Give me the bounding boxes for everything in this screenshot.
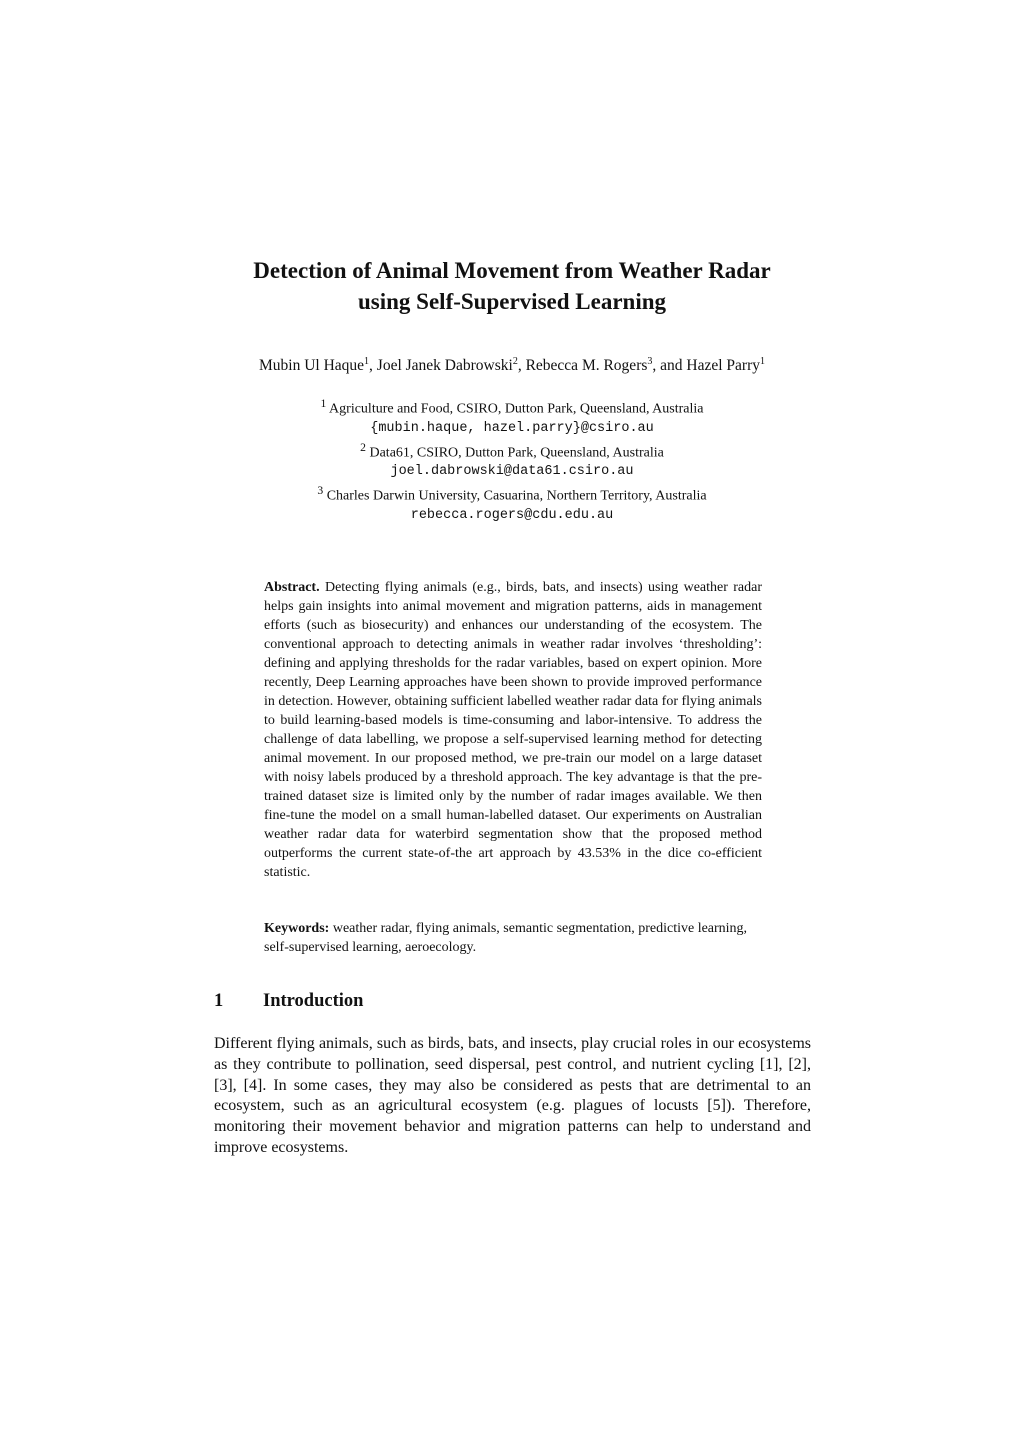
author-separator: , and — [652, 357, 687, 374]
abstract-label: Abstract. — [264, 580, 320, 595]
affiliation — [0, 438, 1024, 463]
title-line-2: using Self-Supervised Learning — [358, 289, 666, 314]
affiliation — [0, 481, 1024, 506]
author-affiliation-mark: 1 — [364, 355, 370, 367]
section-heading — [214, 989, 814, 1013]
title-line-1: Detection of Animal Movement from Weather Radar — [253, 258, 771, 283]
affiliation-email[interactable]: joel.dabrowski@data61.csiro.au — [390, 464, 634, 480]
intro-paragraph: Different flying animals, such as birds, bats, and insects, play crucial roles in our ecosystems as they contribute to pollination, seed dispersal, pest control, and nutrient cycling [1], [2], [3], [4]. In some cases, they may also be considered as pests that are detrimental to an ecosystem, such as an agricultural ecosystem (e.g. plagues of locusts [5]). Therefore, monitoring their movement behavior and migration patterns can help to understand and improve ecosystems. — [214, 1035, 811, 1156]
author-name: Mubin Ul Haque — [259, 357, 365, 374]
affiliation-mark: 3 — [317, 484, 324, 498]
author-affiliation-mark: 2 — [512, 355, 518, 367]
author-separator: , — [517, 357, 526, 374]
author-name: Joel Janek Dabrowski — [376, 357, 513, 374]
author-list — [0, 356, 1024, 376]
section-title: Introduction — [263, 991, 364, 1011]
keywords-text: weather radar, flying animals, semantic segmentation, predictive learning, self-supervised learning, aeroecology. — [264, 921, 748, 955]
author-name: Hazel Parry — [686, 357, 760, 374]
affiliation-text: Charles Darwin University, Casuarina, Northern Territory, Australia — [326, 488, 707, 504]
affiliation-text: Data61, CSIRO, Dutton Park, Queensland, Australia — [369, 445, 664, 461]
paper-title — [0, 255, 1024, 317]
section-number: 1 — [214, 991, 224, 1011]
affiliation-mark: 1 — [320, 397, 327, 410]
affiliation-list — [0, 394, 1024, 525]
keywords-label: Keywords: — [264, 921, 330, 936]
affiliation-email[interactable]: {mubin.haque, hazel.parry}@csiro.au — [370, 420, 654, 436]
affiliation-email[interactable]: rebecca.rogers@cdu.edu.au — [410, 507, 614, 523]
author-name: Rebecca M. Rogers — [525, 357, 648, 374]
abstract-text: Detecting flying animals (e.g., birds, bats, and insects) using weather radar helps gain insights into animal movement and migration patterns, aids in management efforts (such as biosecurity) and enhances our understanding of the ecosystem. The conventional approach to detecting animals in weather radar involves ‘thresholding’: defining and applying thresholds for the radar variables, based on expert opinion. More recently, Deep Learning approaches have been shown to provide improved performance in detection. However, obtaining sufficient labelled weather radar data for flying animals to build learning-based models is time-consuming and labor-intensive. To address the challenge of data labelling, we propose a self-supervised learning method for detecting animal movement. In our proposed method, we pre-train our model on a large dataset with noisy labels produced by a threshold approach. The key advantage is that the pre-trained dataset size is limited only by the number of radar images available. We then fine-tune the model on a small human-labelled dataset. Our experiments on Australian weather radar data for waterbird segmentation show that the proposed method outperforms the current state-of-the art approach by 43.53% in the dice co-efficient statistic. — [264, 580, 762, 880]
affiliation — [0, 394, 1024, 419]
affiliation-text: Agriculture and Food, CSIRO, Dutton Park, Queensland, Australia — [329, 401, 704, 417]
abstract — [264, 578, 762, 882]
keywords — [264, 919, 762, 957]
author-affiliation-mark: 1 — [760, 355, 765, 367]
affiliation-mark: 2 — [360, 440, 366, 454]
author-affiliation-mark: 3 — [647, 355, 653, 367]
author-separator: , — [369, 357, 377, 374]
